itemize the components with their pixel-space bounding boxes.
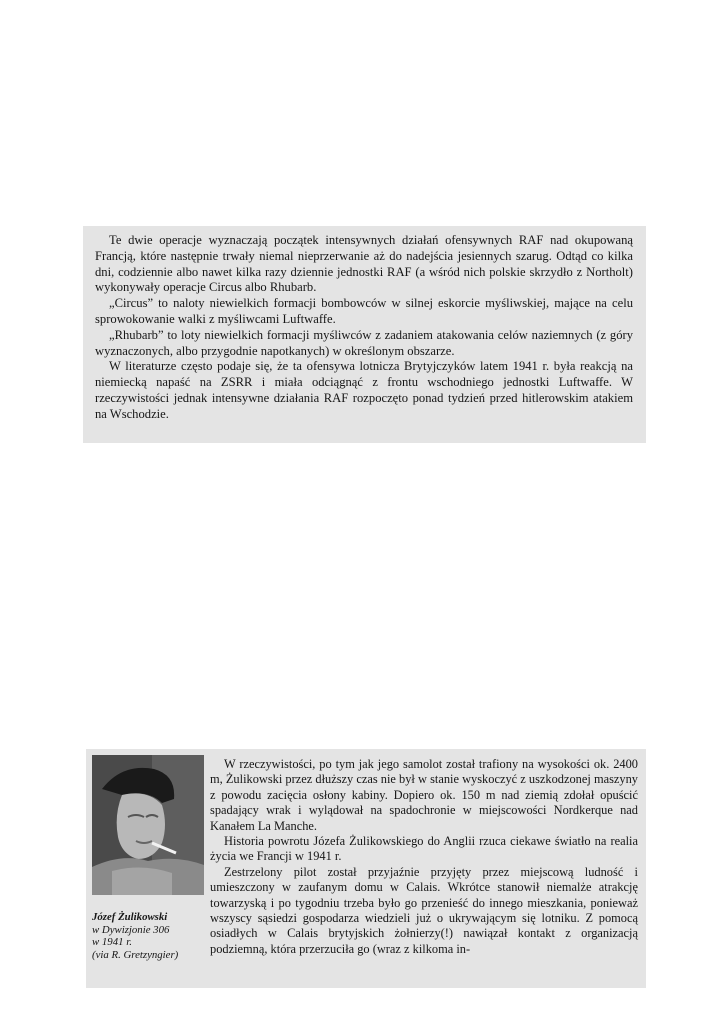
caption-line: w Dywizjonie 306 bbox=[92, 923, 170, 936]
paragraph: Historia powrotu Józefa Żulikowskiego do Anglii rzuca ciekawe światło na realia życia we Francji w 1941 r. bbox=[210, 834, 638, 864]
top-text-body bbox=[95, 233, 633, 423]
portrait-image bbox=[92, 755, 204, 895]
paragraph: „Rhubarb” to loty niewielkich formacji myśliwców z zadaniem atakowania celów naziemnych (z góry wyznaczonych, albo przygodnie napotkanych) w określonym obszarze. bbox=[95, 327, 633, 358]
photo-caption bbox=[92, 911, 204, 961]
caption-line: w 1941 r. bbox=[92, 936, 132, 949]
paragraph: „Circus” to naloty niewielkich formacji bombowców w silnej eskorcie myśliwskiej, mające na celu sprowokowanie walki z myśliwcami Luftwaffe. bbox=[95, 296, 633, 326]
bottom-text-block bbox=[86, 749, 646, 988]
caption-credit: (via R. Gretzyngier) bbox=[92, 948, 179, 961]
paragraph: Zestrzelony pilot został przyjaźnie przyjęty przez miejscową ludność i umieszczony w zaufanym domu w Calais. Wkrótce stanowił niemalże atrakcję towarzyską i po tygodniu trzeba było go przenieść do innego mieszkania, ponieważ wszyscy sąsiedzi gospodarza wiedzieli już o ukrywającym się lotniku. Z pomocą osiadłych w Calais brytyjskich żołnierzy(!) nawiązał kontakt z organizacją podziemną, która przerzuciła go (wraz z kilkoma in- bbox=[210, 864, 638, 956]
caption-name: Józef Żulikowski bbox=[92, 911, 168, 923]
paragraph: W rzeczywistości, po tym jak jego samolot został trafiony na wysokości ok. 2400 m, Żulikowski przez dłuższy czas nie był w stanie wyskoczyć z uszkodzonej maszyny z powodu zacięcia osłony kabiny. Dopiero ok. 150 m nad ziemią zdołał opuścić spadający wrak i wylądował na spadochronie w miejscowości Nordkerque nad Kanałem La Manche. bbox=[210, 757, 638, 833]
paragraph: W literaturze często podaje się, że ta ofensywa lotnicza Brytyjczyków latem 1941 r. była reakcją na niemiecką napaść na ZSRR i miała odciągnąć z frontu wschodniego jednostki Luftwaffe. W rzeczywistości jednak intensywne działania RAF rozpoczęto ponad tydzień przed hitlerowskim atakiem na Wschodzie. bbox=[95, 359, 633, 421]
bottom-text-body bbox=[210, 757, 638, 957]
top-text-block bbox=[83, 226, 646, 443]
pilot-portrait-photo bbox=[92, 755, 204, 895]
paragraph: Te dwie operacje wyznaczają początek intensywnych działań ofensywnych RAF nad okupowaną Francją, które następnie trwały niemal nieprzerwanie aż do nadejścia jesiennych szarug. Odtąd co kilka dni, codziennie albo nawet kilka razy dziennie jednostki RAF (a wśród nich polskie skrzydło z Northolt) wykonywały operacje Circus albo Rhubarb. bbox=[95, 233, 633, 295]
